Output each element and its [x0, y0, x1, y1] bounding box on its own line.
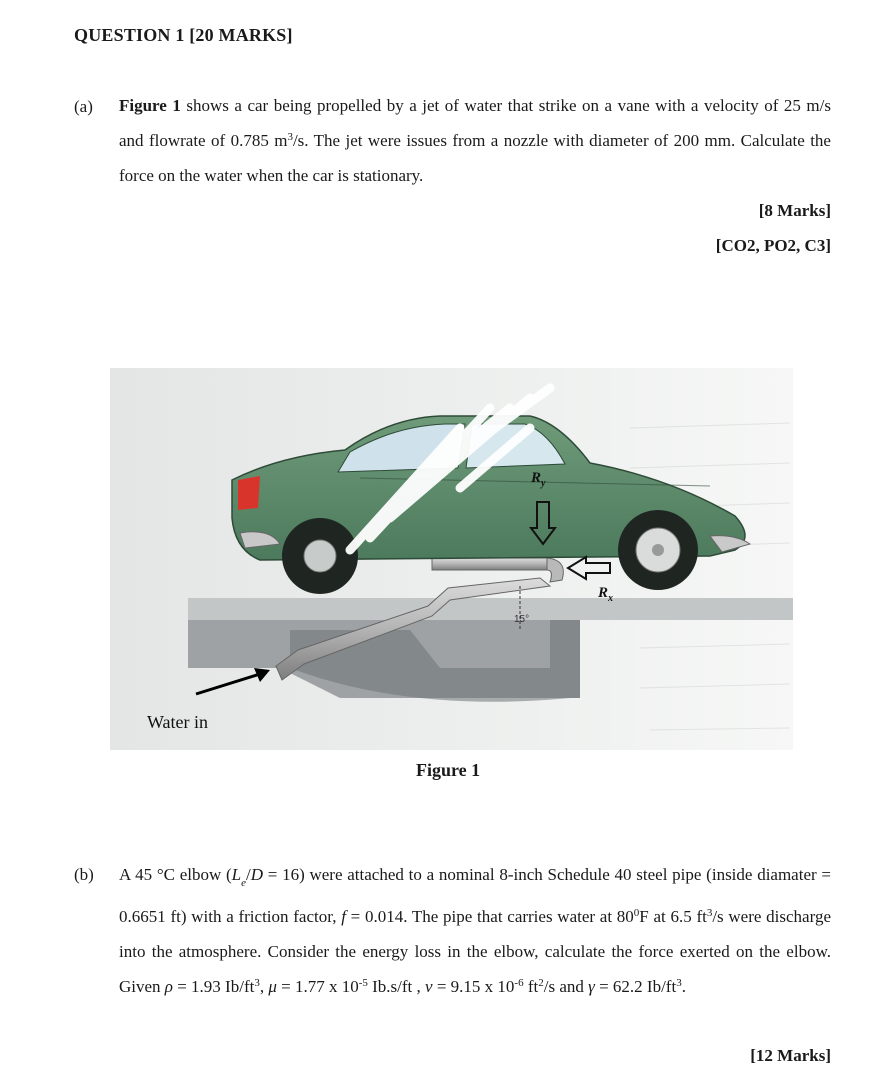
part-a-marks: [8 Marks] — [758, 201, 831, 220]
rear-wheel — [282, 518, 358, 594]
part-b-text: A 45 °C elbow $(L_e/D = 16)$ were attached to a nominal 8-inch Schedule 40 steel pipe (inside diamater = 0.6651 ft) with a friction factor, f = 0.014. The pipe that carries water at $80^0F$ at 6.5 $ft^3/s$ were discharge into the atmosphere. Consider the energy loss in the elbow, calculate the force exerted on the elbow. Given ρ = 1.93 $Ib/ft^3$, μ = 1.77 x $10^{-5}$ Ib.s/ft , v = 9.15 x $10^{-6}$ $ft^2/s$ and γ = 62.2 $Ib/ft^3$. — [119, 865, 831, 997]
tail-light — [238, 476, 260, 510]
ry-label: $R_y$ — [531, 470, 546, 489]
ground-surface — [188, 598, 793, 620]
front-wheel — [618, 510, 698, 590]
question-heading: QUESTION 1 [20 MARKS] — [74, 25, 293, 45]
rx-label: $R_x$ — [598, 585, 614, 604]
part-a-outcomes: [CO2, PO2, C3] — [715, 236, 831, 255]
car-jet-illustration — [110, 368, 793, 750]
part-b-label: (b) — [74, 865, 94, 884]
figure-1 — [110, 368, 793, 750]
angle-label: 15° — [514, 614, 530, 625]
part-a-text: Figure 1 shows a car being propelled by a jet of water that strike on a vane with a velocity of 25 m/s and flowrate of 0.785 $m^3/s$. The jet were issues from a nozzle with diameter of 200 mm. Calculate the force on the water when the car is stationary. — [119, 96, 831, 185]
water-in-label: Water in — [147, 712, 209, 732]
part-b-marks: [12 Marks] — [750, 1046, 831, 1065]
figure-caption: Figure 1 — [416, 760, 481, 780]
part-a-label: (a) — [74, 97, 93, 116]
figure-reference: Figure 1 — [119, 96, 181, 115]
